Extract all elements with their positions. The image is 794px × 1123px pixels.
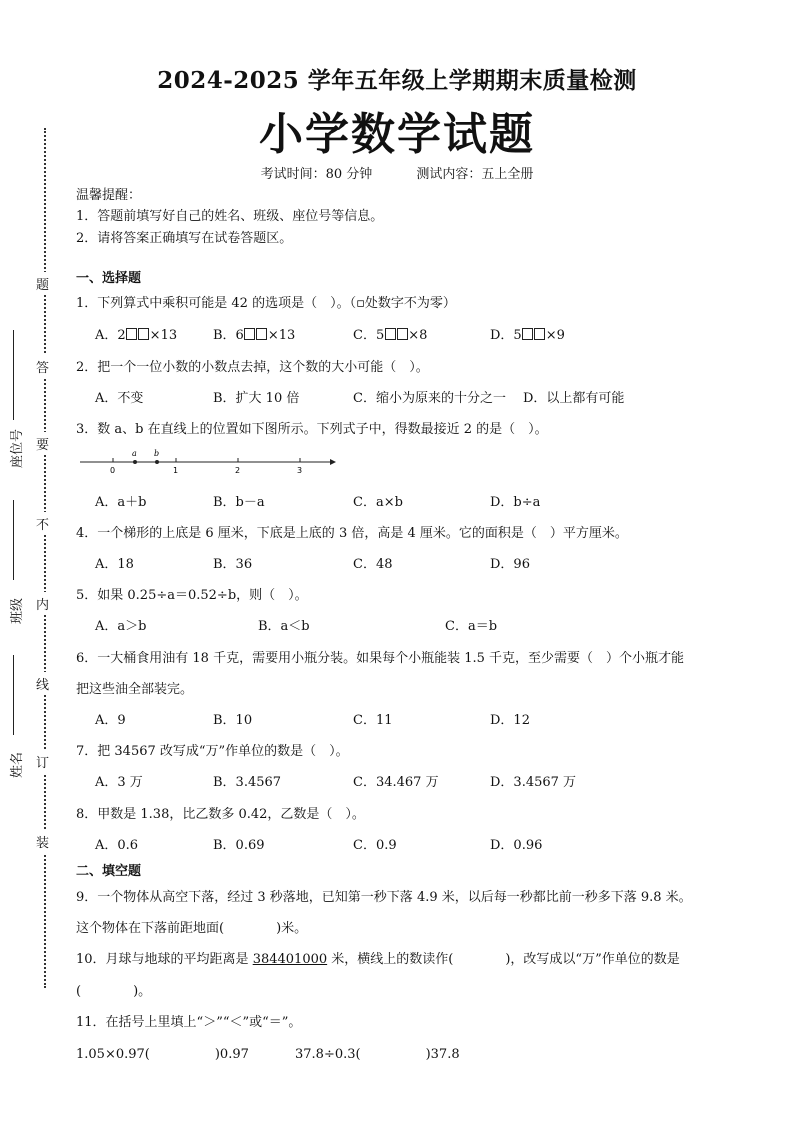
number-line-arrow (330, 459, 336, 465)
question-9-line2[interactable]: 这个物体在下落前距地面( )米。 (76, 921, 308, 936)
q11-comparison-1[interactable]: 1.05×0.97( )0.97 (76, 1047, 249, 1062)
question-4-stem: 4．一个梯形的上底是 6 厘米，下底是上底的 3 倍，高是 4 厘米。它的面积是（ ）平方厘米。 (76, 526, 628, 541)
point-b (155, 460, 159, 464)
q5-option-c[interactable]: C．a＝b (445, 619, 498, 634)
q2-option-d[interactable]: D．以上都有可能 (523, 391, 625, 406)
question-1-stem: 1．下列算式中乘积可能是 42 的选项是（ ）。（▫处数字不为零） (76, 296, 456, 311)
seal-char: 要 (36, 432, 49, 455)
q4-option-b[interactable]: B．36 (213, 557, 253, 572)
q8-option-d[interactable]: D．0.96 (490, 838, 543, 853)
tick-label-1: 1 (173, 466, 179, 474)
seat-number-label: 座位号 (10, 428, 25, 468)
q8-option-c[interactable]: C．0.9 (353, 838, 397, 853)
q7-option-c[interactable]: C．34.467 万 (353, 775, 439, 790)
q3-option-c[interactable]: C．a×b (353, 495, 403, 510)
seal-char: 不 (36, 512, 49, 535)
seal-char: 订 (36, 750, 49, 773)
question-10-line1[interactable]: 10．月球与地球的平均距离是 384401000 米，横线上的数读作( )，改写成以“万”作单位的数是 (76, 952, 680, 967)
exam-content: 测试内容：五上全册 (416, 167, 534, 182)
q8-option-b[interactable]: B．0.69 (213, 838, 265, 853)
q6-option-c[interactable]: C．11 (353, 713, 393, 728)
q8-option-a[interactable]: A．0.6 (95, 838, 139, 853)
question-8-stem: 8．甲数是 1.38，比乙数多 0.42，乙数是（ ）。 (76, 807, 365, 822)
tick-label-0: 0 (110, 466, 116, 474)
question-3-stem: 3．数 a、b 在直线上的位置如下图所示。下列式子中，得数最接近 2 的是（ ）。 (76, 422, 548, 437)
q5-option-b[interactable]: B．a＜b (258, 619, 310, 634)
point-a-label: a (132, 449, 137, 458)
q6-option-a[interactable]: A．9 (95, 713, 126, 728)
exam-time: 考试时间：80 分钟 (260, 167, 373, 182)
q1-option-c[interactable]: C．5 ×8 (353, 328, 428, 343)
section-heading: 二、填空题 (76, 864, 142, 879)
q6-option-d[interactable]: D．12 (490, 713, 530, 728)
question-7-stem: 7．把 34567 改写成“万”作单位的数是（ ）。 (76, 744, 349, 759)
seal-char: 答 (36, 355, 49, 378)
tips-heading: 温馨提醒： (76, 188, 142, 203)
q4-option-c[interactable]: C．48 (353, 557, 393, 572)
q4-option-d[interactable]: D．96 (490, 557, 530, 572)
seal-char: 线 (36, 672, 49, 695)
question-6-stem: 6．一大桶食用油有 18 千克，需要用小瓶分装。如果每个小瓶能装 1.5 千克，至少需要（ ）个小瓶才能 (76, 651, 685, 666)
point-a (133, 460, 137, 464)
q1-option-b[interactable]: B．6 ×13 (213, 328, 296, 343)
tip-item: 2．请将答案正确填写在试卷答题区。 (76, 231, 293, 246)
name-blank[interactable] (13, 655, 14, 735)
underlined-number: 384401000 (252, 952, 328, 967)
q7-option-a[interactable]: A．3 万 (95, 775, 143, 790)
q3-option-b[interactable]: B．b－a (213, 495, 265, 510)
tick-label-3: 3 (297, 466, 303, 474)
question-9-line1: 9．一个物体从高空下落，经过 3 秒落地，已知第一秒下落 4.9 米，以后每一秒都比前一秒多下落 9.8 米。 (76, 890, 692, 905)
number-line-figure (80, 448, 340, 474)
q6-option-b[interactable]: B．10 (213, 713, 253, 728)
question-2-stem: 2．把一个一位小数的小数点去掉，这个数的大小可能（ ）。 (76, 360, 429, 375)
seal-char: 题 (36, 272, 49, 295)
q3-option-a[interactable]: A．a＋b (95, 495, 147, 510)
seat-number-blank[interactable] (13, 330, 14, 420)
section-heading: 一、选择题 (76, 271, 142, 286)
q1-option-a[interactable]: A．2 ×13 (95, 328, 178, 343)
q2-option-b[interactable]: B．扩大 10 倍 (213, 391, 300, 406)
q2-option-a[interactable]: A．不变 (95, 391, 144, 406)
exam-title: 2024-2025 学年五年级上学期期末质量检测 (157, 67, 637, 94)
question-6-stem-cont: 把这些油全部装完。 (76, 682, 194, 697)
q1-option-d[interactable]: D．5 ×9 (490, 328, 565, 343)
class-blank[interactable] (13, 500, 14, 580)
q7-option-d[interactable]: D．3.4567 万 (490, 775, 577, 790)
tick-label-2: 2 (235, 466, 241, 474)
seal-char: 装 (36, 830, 49, 853)
q4-option-a[interactable]: A．18 (95, 557, 134, 572)
question-5-stem: 5．如果 0.25÷a＝0.52÷b，则（ ）。 (76, 588, 308, 603)
exam-info (0, 163, 794, 182)
question-11-stem: 11．在括号上里填上“＞”“＜”或“＝”。 (76, 1015, 302, 1030)
seal-char: 内 (36, 592, 49, 615)
q7-option-b[interactable]: B．3.4567 (213, 775, 282, 790)
binding-dotted-line (44, 128, 46, 988)
point-b-label: b (154, 449, 160, 458)
exam-subtitle: 小学数学试题 (259, 109, 535, 160)
name-label: 姓名 (10, 751, 25, 778)
q5-option-a[interactable]: A．a＞b (95, 619, 147, 634)
q11-comparison-2[interactable]: 37.8÷0.3( )37.8 (295, 1047, 460, 1062)
q2-option-c[interactable]: C．缩小为原来的十分之一 (353, 391, 506, 406)
question-10-line2[interactable]: ( )。 (76, 984, 152, 999)
class-label: 班级 (10, 597, 25, 624)
q3-option-d[interactable]: D．b÷a (490, 495, 541, 510)
tip-item: 1．答题前填写好自己的姓名、班级、座位号等信息。 (76, 209, 384, 224)
